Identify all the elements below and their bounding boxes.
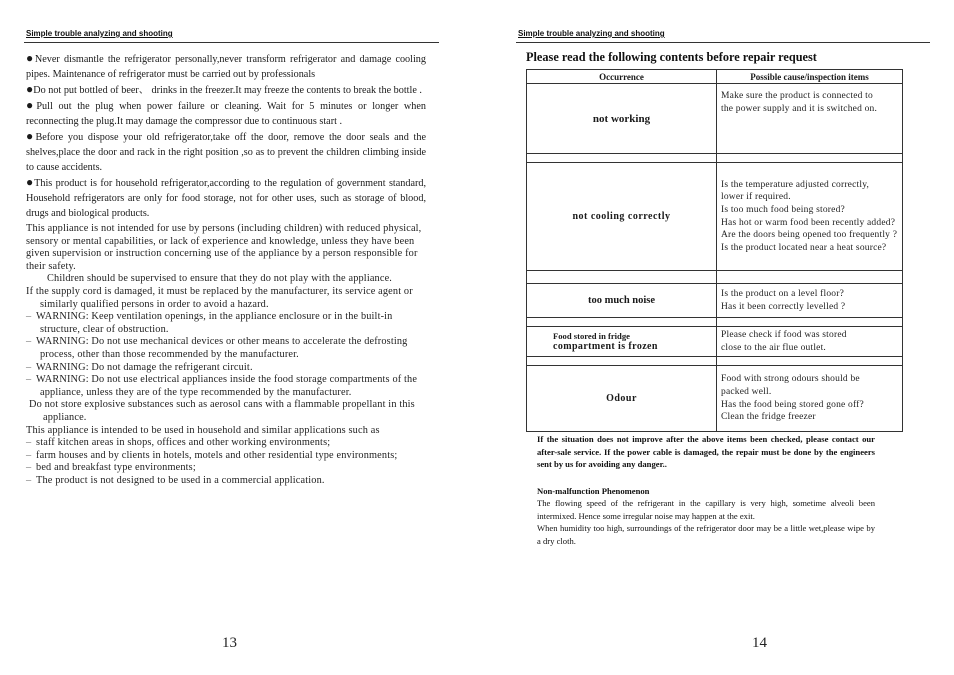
safety-paragraphs — [26, 223, 426, 487]
bullet-dot-icon: ● — [26, 82, 34, 96]
safety-bullet — [26, 98, 426, 129]
cause-line: Is too much food being stored? — [721, 204, 845, 215]
safety-paragraph — [26, 462, 426, 475]
safety-paragraph — [26, 374, 426, 399]
occurrence-small-text: Food stored in fridge — [553, 331, 630, 341]
bullet-dot-icon: ● — [26, 129, 36, 143]
safety-bullet — [26, 175, 426, 221]
occurrence-text: too much noise — [587, 295, 656, 306]
non-malfunction-line: When humidity too high, surroundings of the refrigerator door may be a little wet,please wipe by a dry cloth. — [537, 523, 875, 546]
paragraph-text: WARNING: Do not use mechanical devices or other means to accelerate the defrosting process, other than those recommended by the manufacturer. — [36, 336, 408, 360]
non-malfunction-heading: Non-malfunction Phenomenon — [537, 485, 650, 496]
cause-line: Clean the fridge freezer — [721, 412, 816, 423]
occurrence-cell — [527, 284, 717, 318]
table-row — [527, 366, 903, 432]
paragraph-text: WARNING: Keep ventilation openings, in the appliance enclosure or in the built-in structure, clear of obstruction. — [36, 311, 393, 335]
paragraph-text: WARNING: Do not use electrical appliances inside the food storage compartments of the appliance, unless they are of the type recommended by the manufacturer. — [36, 374, 418, 398]
cause-line: Food with strong odours should be — [721, 374, 860, 385]
occurrence-cell — [527, 366, 717, 432]
left-page-header: Simple trouble analyzing and shooting — [26, 29, 173, 38]
col-occurrence: Occurrence — [527, 70, 717, 84]
safety-paragraph — [26, 311, 426, 336]
dash-marker: – — [26, 449, 35, 461]
table-row — [527, 327, 903, 357]
safety-paragraph — [26, 223, 426, 273]
cause-line: Make sure the product is connected to — [721, 91, 873, 101]
paragraph-text: bed and breakfast type environments; — [36, 462, 196, 474]
dash-marker: – — [26, 361, 35, 373]
safety-bullet — [26, 51, 426, 82]
bullet-text: Pull out the plug when power failure or cleaning. Wait for 5 minutes or longer when reconnecting the plug.It may damage the compressor due to continuous start . — [26, 101, 426, 127]
bullet-text: Before you dispose your old refrigerator,take off the door, remove the door seals and the shelves,place the door and rack in the right position ,so as to prevent the children climbing inside to cause accidents. — [26, 132, 427, 173]
safety-paragraph — [29, 399, 426, 424]
bullet-dot-icon: ● — [26, 51, 35, 65]
non-malfunction-line: The flowing speed of the refrigerant in the capillary is very high, sometime alveoli been intermixed. Hence some irregular noise may happen at the exit. — [537, 498, 875, 521]
occurrence-cell — [527, 327, 717, 357]
paragraph-text: This appliance is intended to be used in household and similar applications such as — [26, 424, 380, 436]
safety-paragraph — [26, 450, 426, 463]
cause-line: Please check if food was stored — [721, 329, 847, 340]
table-gap — [527, 318, 903, 327]
table-gap — [527, 271, 903, 284]
cause-cell — [717, 366, 903, 432]
right-page-number: 14 — [752, 635, 767, 651]
cause-line: Is the product on a level floor? — [721, 288, 844, 299]
safety-paragraph — [26, 475, 426, 488]
table-row — [527, 284, 903, 318]
notes-block — [537, 433, 875, 547]
right-header-rule — [516, 42, 930, 43]
dash-marker: – — [26, 374, 35, 386]
table-row — [527, 84, 903, 154]
table-gap — [527, 154, 903, 163]
bullet-text: Do not put bottled of beer、 drinks in the freezer.It may freeze the contents to break the bottle . — [33, 85, 422, 96]
dash-marker: – — [26, 311, 35, 323]
safety-paragraph — [26, 437, 426, 450]
trouble-table — [526, 69, 903, 432]
paragraph-text: Do not store explosive substances such as aerosol cans with a flammable propellant in this appliance. — [29, 399, 415, 423]
bullet-dot-icon: ● — [26, 175, 35, 189]
cause-line: Are the doors being opened too frequently ? — [721, 230, 898, 241]
paragraph-text: Children should be supervised to ensure that they do not play with the appliance. — [47, 273, 393, 285]
safety-bullet — [26, 129, 426, 175]
left-page-body — [26, 51, 426, 487]
cause-cell — [717, 284, 903, 318]
repair-title: Please read the following contents before repair request — [526, 50, 817, 64]
left-header-rule — [24, 42, 439, 43]
safety-paragraph — [26, 286, 426, 311]
right-page-header: Simple trouble analyzing and shooting — [518, 29, 665, 38]
cause-line: Is the product located near a heat source? — [721, 242, 887, 253]
paragraph-text: If the supply cord is damaged, it must be replaced by the manufacturer, its service agent or similarly qualified persons in order to avoid a hazard. — [26, 285, 413, 310]
col-cause: Possible cause/inspection items — [717, 70, 903, 84]
paragraph-text: farm houses and by clients in hotels, motels and other residential type environments; — [36, 449, 398, 461]
bullet-text: This product is for household refrigerator,according to the regulation of government standard, Household refrigerators are only for food storage, not for other uses, such as storage of blood, drugs and biological products. — [26, 178, 427, 219]
occurrence-text: Odour — [606, 393, 637, 404]
safety-paragraph — [26, 425, 426, 438]
paragraph-text: The product is not designed to be used in a commercial application. — [36, 474, 325, 486]
occurrence-text: not working — [592, 112, 651, 125]
cause-line: close to the air flue outlet. — [721, 342, 826, 353]
bullet-text: Never dismantle the refrigerator personally,never transform refrigerator and damage cooling pipes. Maintenance of refrigerator must be carried out by professionals — [26, 54, 426, 80]
cause-line: Has the food being stored gone off? — [721, 399, 864, 410]
cause-line: the power supply and it is switched on. — [721, 103, 878, 114]
cause-line: Has hot or warm food been recently added? — [721, 217, 896, 228]
occurrence-cell — [527, 163, 717, 271]
table-row — [527, 163, 903, 271]
cause-line: Is the temperature adjusted correctly, — [721, 179, 870, 190]
dash-marker: – — [26, 474, 35, 486]
cause-cell — [717, 163, 903, 271]
after-service-note: If the situation does not improve after the above items been checked, please contact our after-sale service. If the power cable is damaged, the repair must be done by the engineers sent by us for avoiding any danger.. — [537, 434, 875, 469]
safety-bullets — [26, 51, 426, 221]
bullet-dot-icon: ● — [26, 98, 37, 112]
occurrence-text: not cooling correctly — [572, 211, 671, 222]
safety-paragraph — [26, 273, 426, 286]
dash-marker: – — [26, 437, 35, 449]
paragraph-text: staff kitchen areas in shops, offices and other working environments; — [36, 437, 331, 449]
occurrence-text: compartment is frozen — [553, 341, 658, 352]
table-header-row — [527, 70, 903, 84]
safety-paragraph — [26, 336, 426, 361]
paragraph-text: WARNING: Do not damage the refrigerant circuit. — [36, 361, 253, 373]
dash-marker: – — [26, 462, 35, 474]
cause-cell — [717, 84, 903, 154]
safety-bullet — [26, 82, 426, 98]
cause-cell — [717, 327, 903, 357]
occurrence-cell — [527, 84, 717, 154]
cause-line: lower if required. — [721, 192, 791, 203]
cause-line: Has it been correctly levelled ? — [721, 301, 846, 312]
dash-marker: – — [26, 336, 35, 348]
table-gap — [527, 357, 903, 366]
safety-paragraph — [26, 362, 426, 375]
cause-line: packed well. — [721, 386, 772, 397]
left-page-number: 13 — [222, 635, 237, 651]
paragraph-text: This appliance is not intended for use by persons (including children) with reduced physical, sensory or mental capabilities, or lack of experience and knowledge, unless they have been given supervision or instruction concerning use of the appliance by a person responsible for their safety. — [26, 223, 422, 272]
